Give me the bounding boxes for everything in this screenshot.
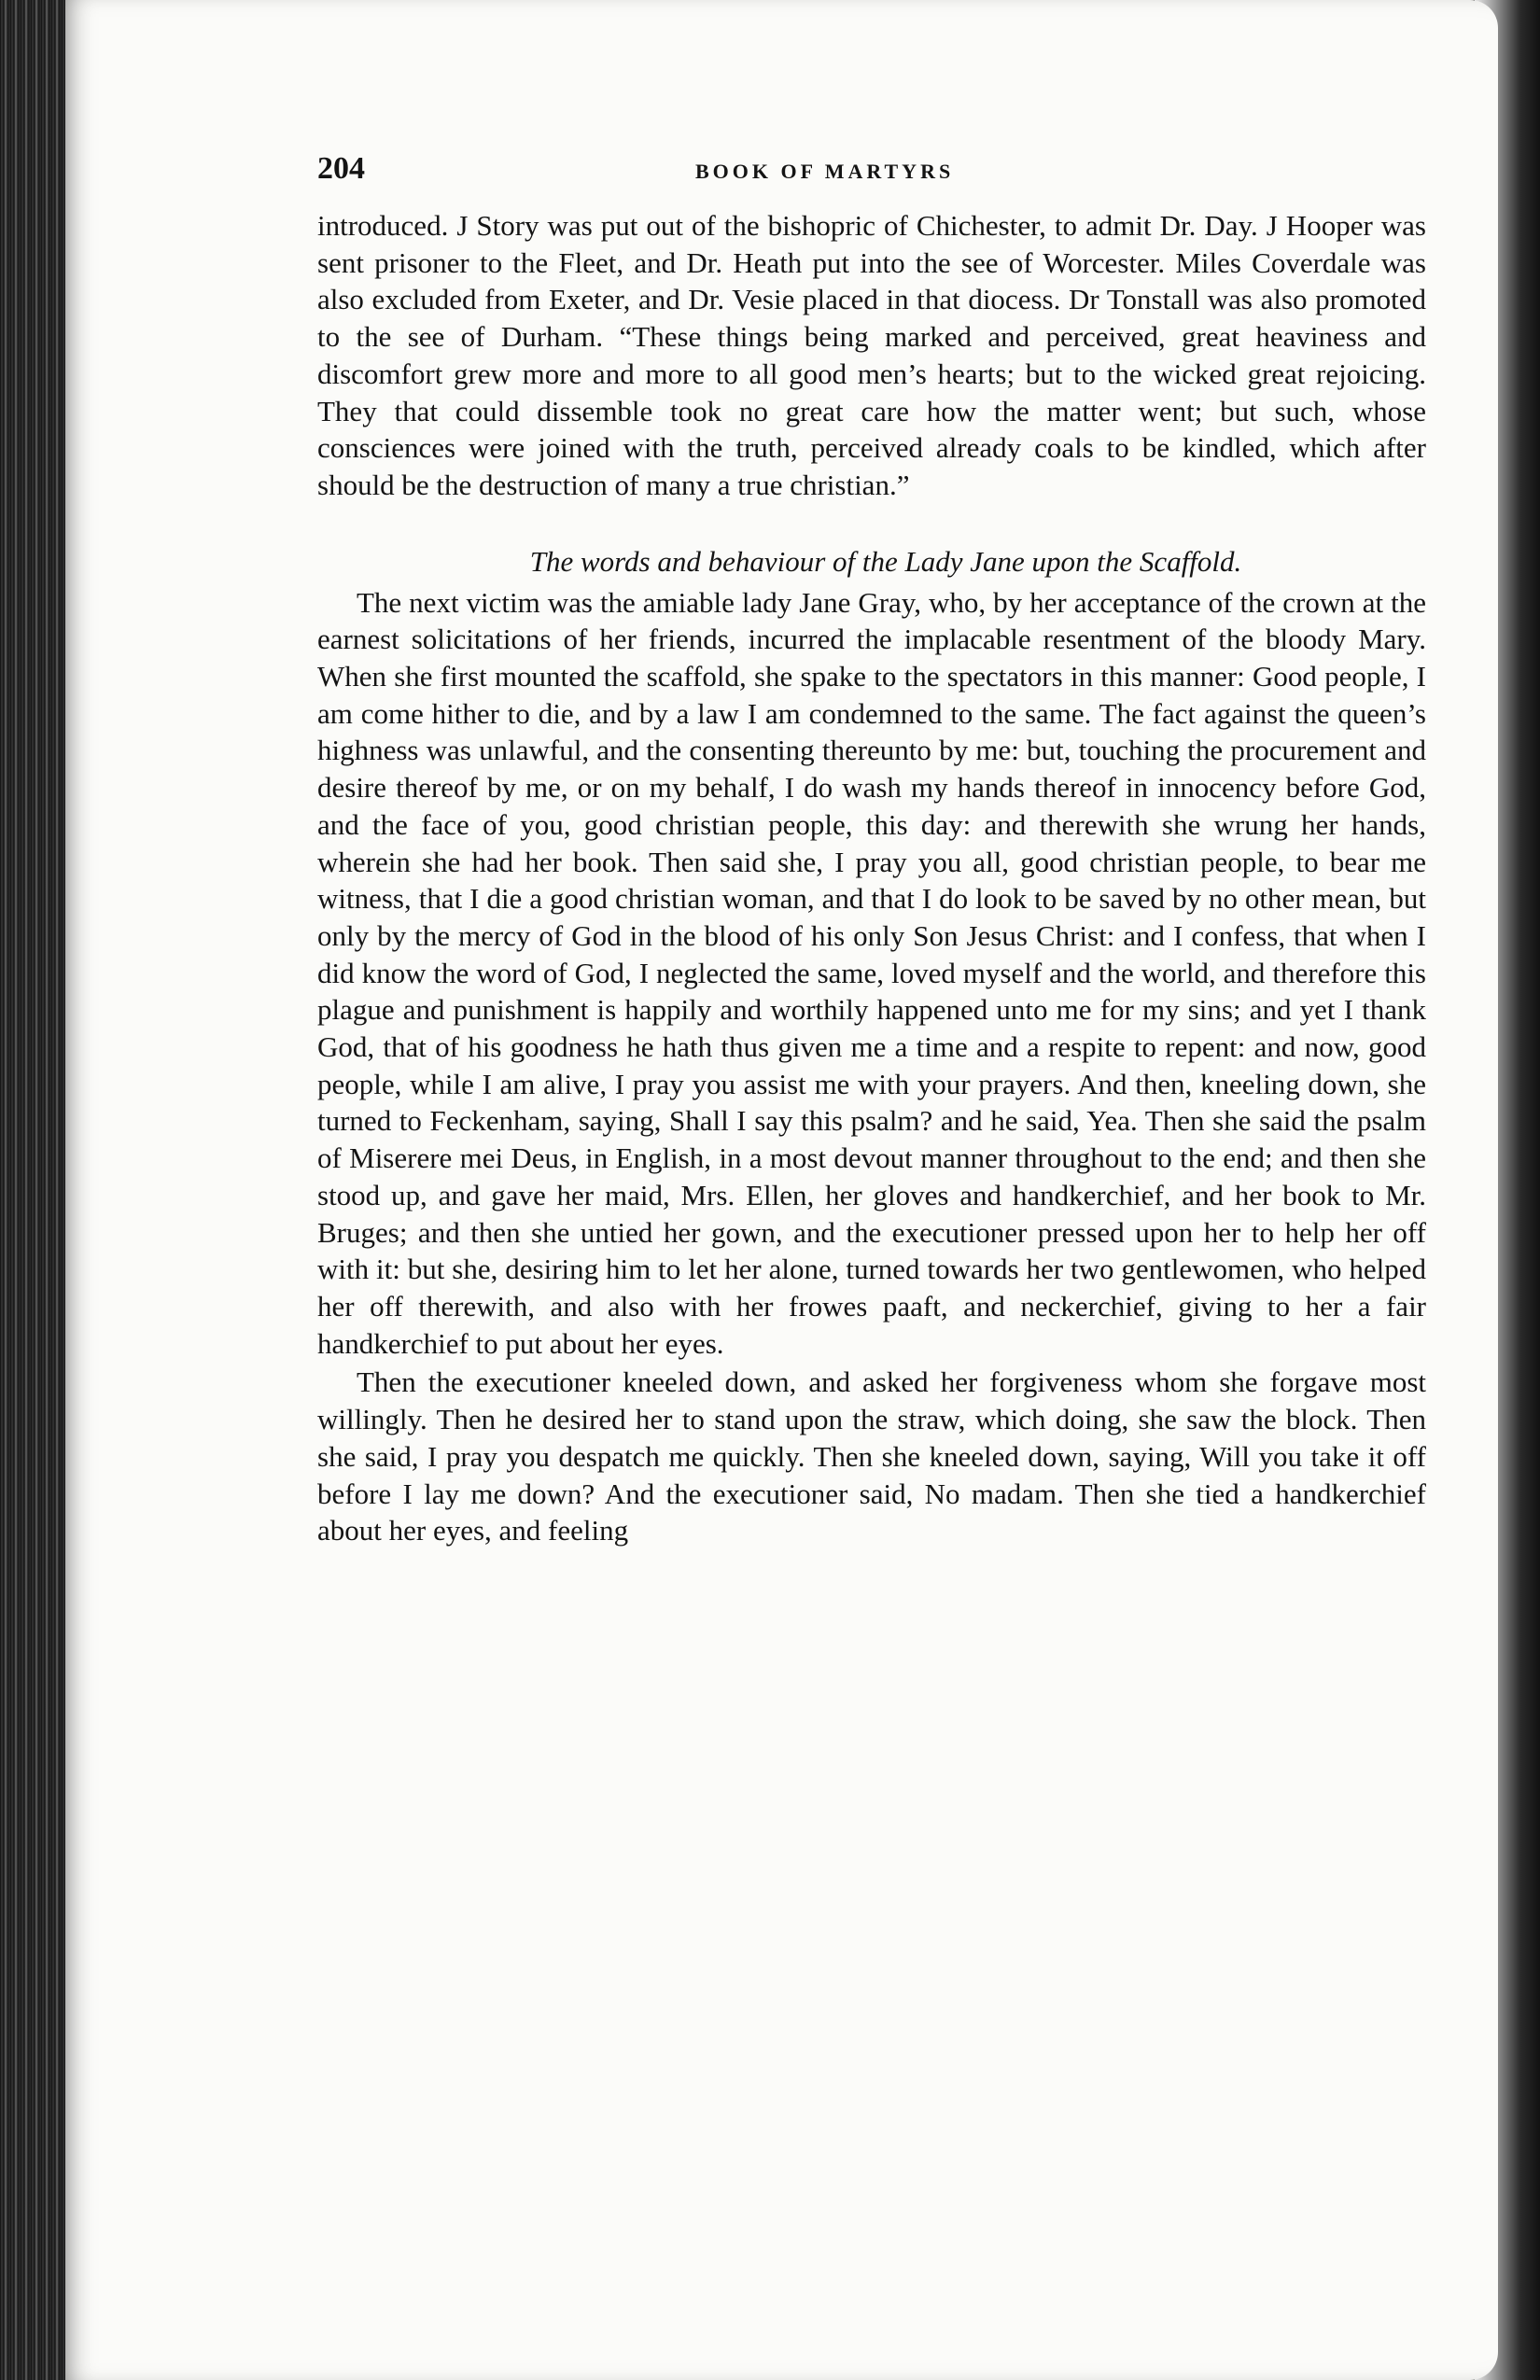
running-title: BOOK OF MARTYRS — [695, 160, 955, 183]
page-content — [317, 151, 1426, 1549]
section-heading: The words and behaviour of the Lady Jane upon the Scaffold. — [529, 544, 1242, 578]
body-paragraph-1: The next victim was the amiable lady Jane Gray, who, by her acceptance of the crown at the earnest solicitations of her friends, incurred the implacable resentment of the bloody Mary. When she first mounted the scaffold, she spake to the spectators in this manner: Good people, I am come hither to die, and by a law I am condemned to the same. The fact against the queen’s highness was unlawful, and the consenting thereunto by me: but, touching the procurement and desire thereof by me, or on my behalf, I do wash my hands thereof in innocency before God, and the face of you, good christian people, this day: and therewith she wrung her hands, wherein she had her book. Then said she, I pray you all, good christian people, to bear me witness, that I die a good christian woman, and that I do look to be saved by no other mean, but only by the mercy of God in the blood of his only Son Jesus Christ: and I confess, that when I did know the word of God, I neglected the same, loved myself and the world, and therefore this plague and punishment is happily and worthily happened unto me for my sins; and yet I thank God, that of his goodness he hath thus given me a time and a respite to repent: and now, good people, while I am alive, I pray you assist me with your prayers. And then, kneeling down, she turned to Feckenham, saying, Shall I say this psalm? and he said, Yea. Then she said the psalm of Miserere mei Deus, in English, in a most devout manner throughout to the end; and then she stood up, and gave her maid, Mrs. Ellen, her gloves and handkerchief, and her book to Mr. Bruges; and then she untied her gown, and the executioner pressed upon her to help her off with it: but she, desiring him to let her alone, turned towards her two gentlewomen, who helped her off therewith, and also with her frowes paaft, and neckerchief, giving to her a fair handkerchief to put about her eyes. — [317, 585, 1426, 1360]
page-number: 204 — [317, 151, 365, 186]
running-head — [317, 151, 1426, 207]
book-page — [65, 0, 1498, 2380]
continued-paragraph: introduced. J Story was put out of the bishopric of Chichester, to admit Dr. Day. J Hooper was sent prisoner to the Fleet, and Dr. Heath put into the see of Worcester. Miles Coverdale was also excluded from Exeter, and Dr. Vesie placed in that diocess. Dr Tonstall was also promoted to the see of Durham. “These things being marked and perceived, great heaviness and discomfort grew more and more to all good men’s hearts; but to the wicked great rejoicing. They that could dissemble took no great care how the matter went; but such, whose consciences were joined with the truth, perceived already coals to be kindled, which after should be the destruction of many a true christian.” — [317, 209, 1426, 501]
body-paragraph-2: Then the executioner kneeled down, and asked her forgiveness whom she forgave most willingly. Then he desired her to stand upon the straw, which doing, she saw the block. Then she said, I pray you despatch me quickly. Then she kneeled down, saying, Will you take it off before I lay me down? And the executioner said, No madam. Then she tied a handkerchief about her eyes, and feeling — [317, 1365, 1426, 1547]
